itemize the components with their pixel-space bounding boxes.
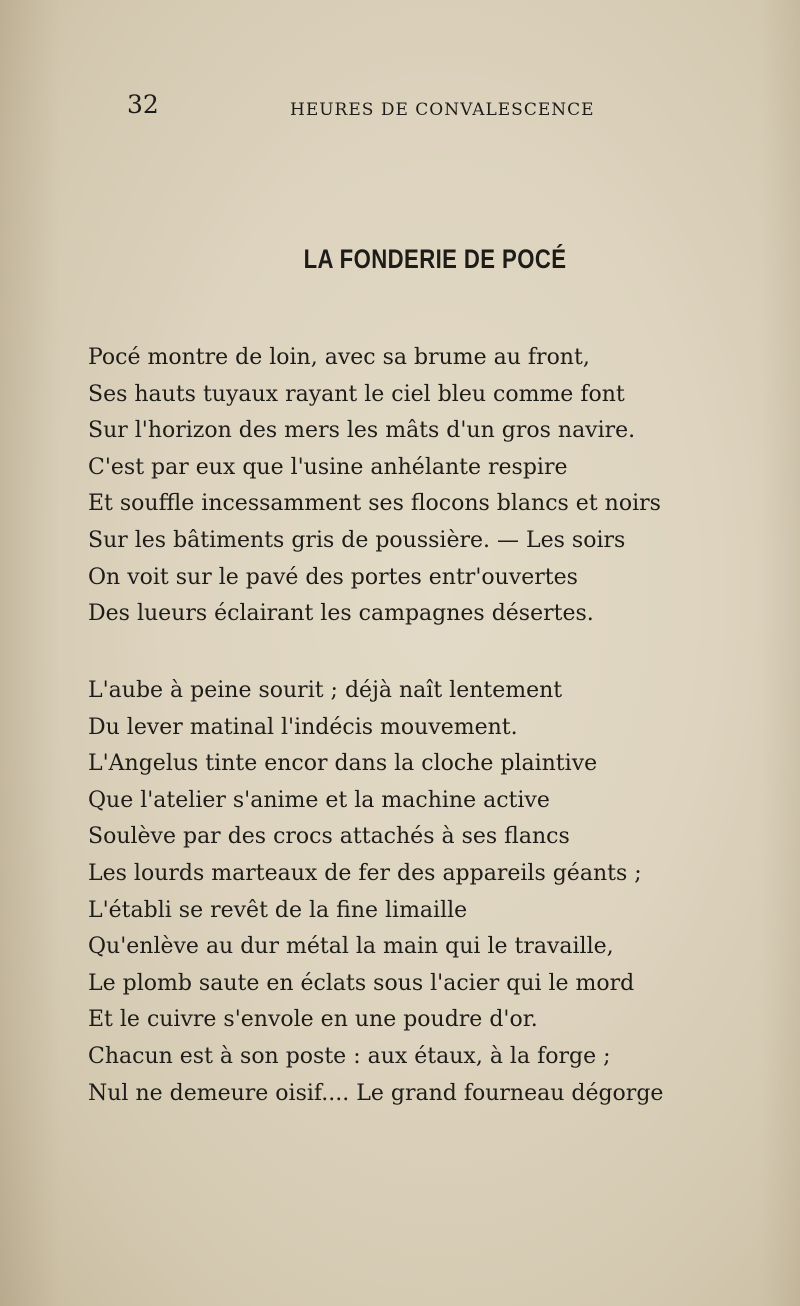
verse-line: Et souffle incessamment ses flocons blancs et noirs	[88, 491, 661, 517]
verse-line: Les lourds marteaux de fer des appareils géants ;	[88, 860, 642, 886]
verse-line: Soulève par des crocs attachés à ses flancs	[88, 824, 570, 850]
verse-line: Du lever matinal l'indécis mouvement.	[88, 714, 518, 740]
verse-line: Chacun est à son poste : aux étaux, à la forge ;	[88, 1043, 611, 1069]
page-edge-shadow	[760, 0, 800, 1306]
verse-line: Le plomb saute en éclats sous l'acier qui le mord	[88, 970, 635, 996]
verse-line: Et le cuivre s'envole en une poudre d'or.	[88, 1007, 538, 1033]
verse-line: L'Angelus tinte encor dans la cloche plaintive	[88, 751, 598, 777]
verse-line: Sur l'horizon des mers les mâts d'un gros navire.	[88, 418, 636, 444]
page-number: 32	[127, 90, 159, 119]
verse-line: C'est par eux que l'usine anhélante respire	[88, 454, 568, 480]
running-head: HEURES DE CONVALESCENCE	[290, 100, 595, 120]
verse-line: Ses hauts tuyaux rayant le ciel bleu comme font	[88, 381, 625, 407]
page-gutter-shadow	[0, 0, 60, 1306]
verse-line: Des lueurs éclairant les campagnes désertes.	[88, 601, 594, 627]
verse-line: Sur les bâtiments gris de poussière. — Les soirs	[88, 527, 626, 553]
verse-line: Qu'enlève au dur métal la main qui le travaille,	[88, 934, 614, 960]
verse-line: L'aube à peine sourit ; déjà naît lentement	[88, 678, 563, 703]
verse-line: Nul ne demeure oisif.... Le grand fourneau dégorge	[88, 1080, 664, 1106]
poem-title: LA FONDERIE DE POCÉ	[303, 244, 567, 274]
verse-line: Que l'atelier s'anime et la machine active	[88, 787, 550, 813]
verse-line: On voit sur le pavé des portes entr'ouvertes	[88, 564, 578, 590]
stanza-2	[88, 673, 728, 1112]
verse-line: L'établi se revêt de la fine limaille	[88, 897, 468, 923]
verse-line: Pocé montre de loin, avec sa brume au front,	[88, 345, 590, 370]
stanza-1	[88, 340, 728, 633]
